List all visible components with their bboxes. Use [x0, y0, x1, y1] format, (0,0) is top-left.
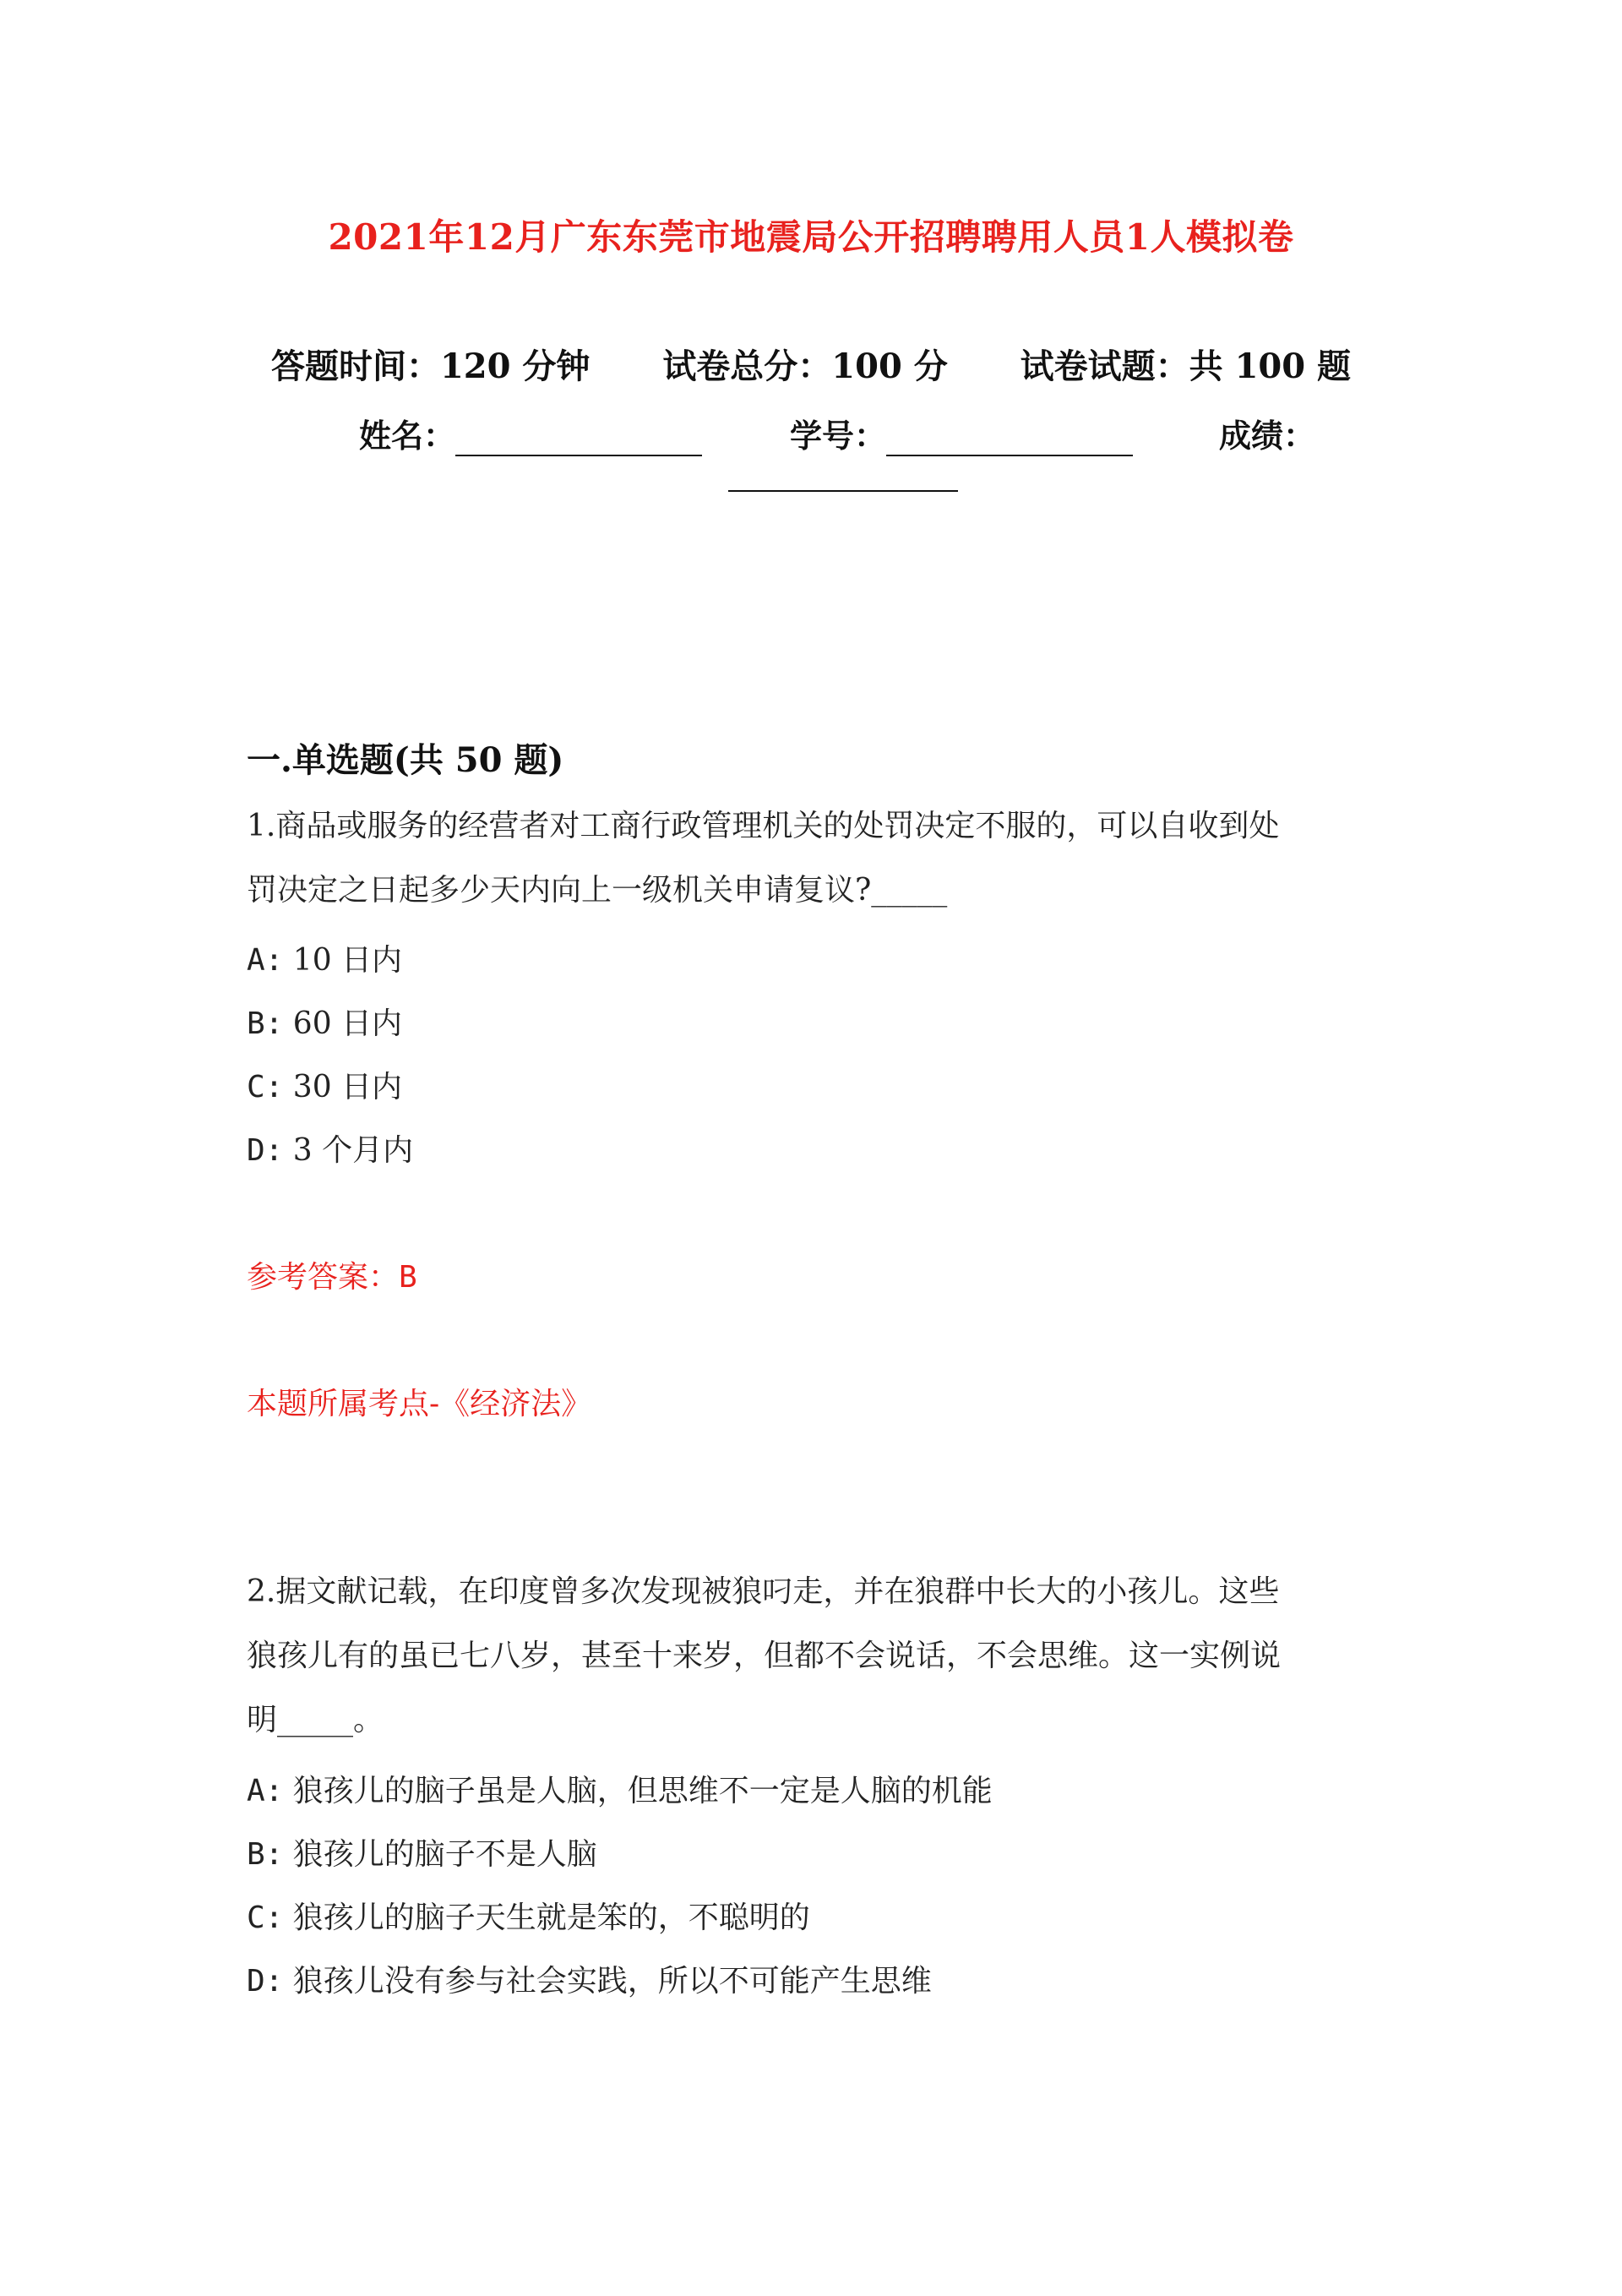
- exam-title: 2021年12月广东东莞市地震局公开招聘聘用人员1人模拟卷: [328, 216, 1294, 258]
- id-blank: [886, 423, 1133, 456]
- question-1-option-d: D: 3 个月内: [247, 1133, 414, 1168]
- score-blank: [728, 490, 958, 492]
- question-1-line-2: 罚决定之日起多少天内向上一级机关申请复议?_____: [247, 873, 948, 908]
- question-1-topic: 本题所属考点-《经济法》: [247, 1387, 592, 1421]
- score-label: 成绩：: [1219, 417, 1316, 455]
- section-title: 一.单选题(共 50 题): [247, 740, 564, 780]
- question-2: [247, 1560, 1370, 1753]
- name-field: [359, 410, 702, 456]
- exam-time: 答题时间：120 分钟: [270, 346, 591, 386]
- question-2-line-3: 明_____。: [247, 1703, 384, 1737]
- exam-total-score: 试卷总分：100 分: [662, 346, 948, 386]
- name-label: 姓名：: [359, 417, 456, 455]
- question-2-option-b: B: 狼孩儿的脑子不是人脑: [247, 1837, 597, 1872]
- question-1-option-c: C: 30 日内: [247, 1070, 403, 1104]
- id-field: [790, 410, 1133, 456]
- score-field: [1219, 410, 1315, 456]
- name-blank: [455, 423, 702, 456]
- question-2-option-c: C: 狼孩儿的脑子天生就是笨的，不聪明的: [247, 1901, 810, 1935]
- question-2-option-a: A: 狼孩儿的脑子虽是人脑，但思维不一定是人脑的机能: [247, 1774, 993, 1808]
- question-1-answer: 参考答案：B: [247, 1260, 417, 1295]
- exam-meta: [0, 340, 1622, 388]
- question-1-line-1: 1.商品或服务的经营者对工商行政管理机关的处罚决定不服的，可以自收到处: [247, 809, 1280, 843]
- question-1: [247, 794, 1370, 923]
- question-2-option-d: D: 狼孩儿没有参与社会实践，所以不可能产生思维: [247, 1964, 932, 1999]
- question-1-option-b: B: 60 日内: [247, 1006, 403, 1041]
- id-label: 学号：: [790, 417, 887, 455]
- exam-question-count: 试卷试题：共 100 题: [1020, 346, 1352, 386]
- question-1-option-a: A: 10 日内: [247, 943, 403, 978]
- question-2-line-1: 2.据文献记载，在印度曾多次发现被狼叼走，并在狼群中长大的小孩儿。这些: [247, 1574, 1280, 1609]
- question-2-line-2: 狼孩儿有的虽已七八岁，甚至十来岁，但都不会说话，不会思维。这一实例说: [247, 1639, 1282, 1673]
